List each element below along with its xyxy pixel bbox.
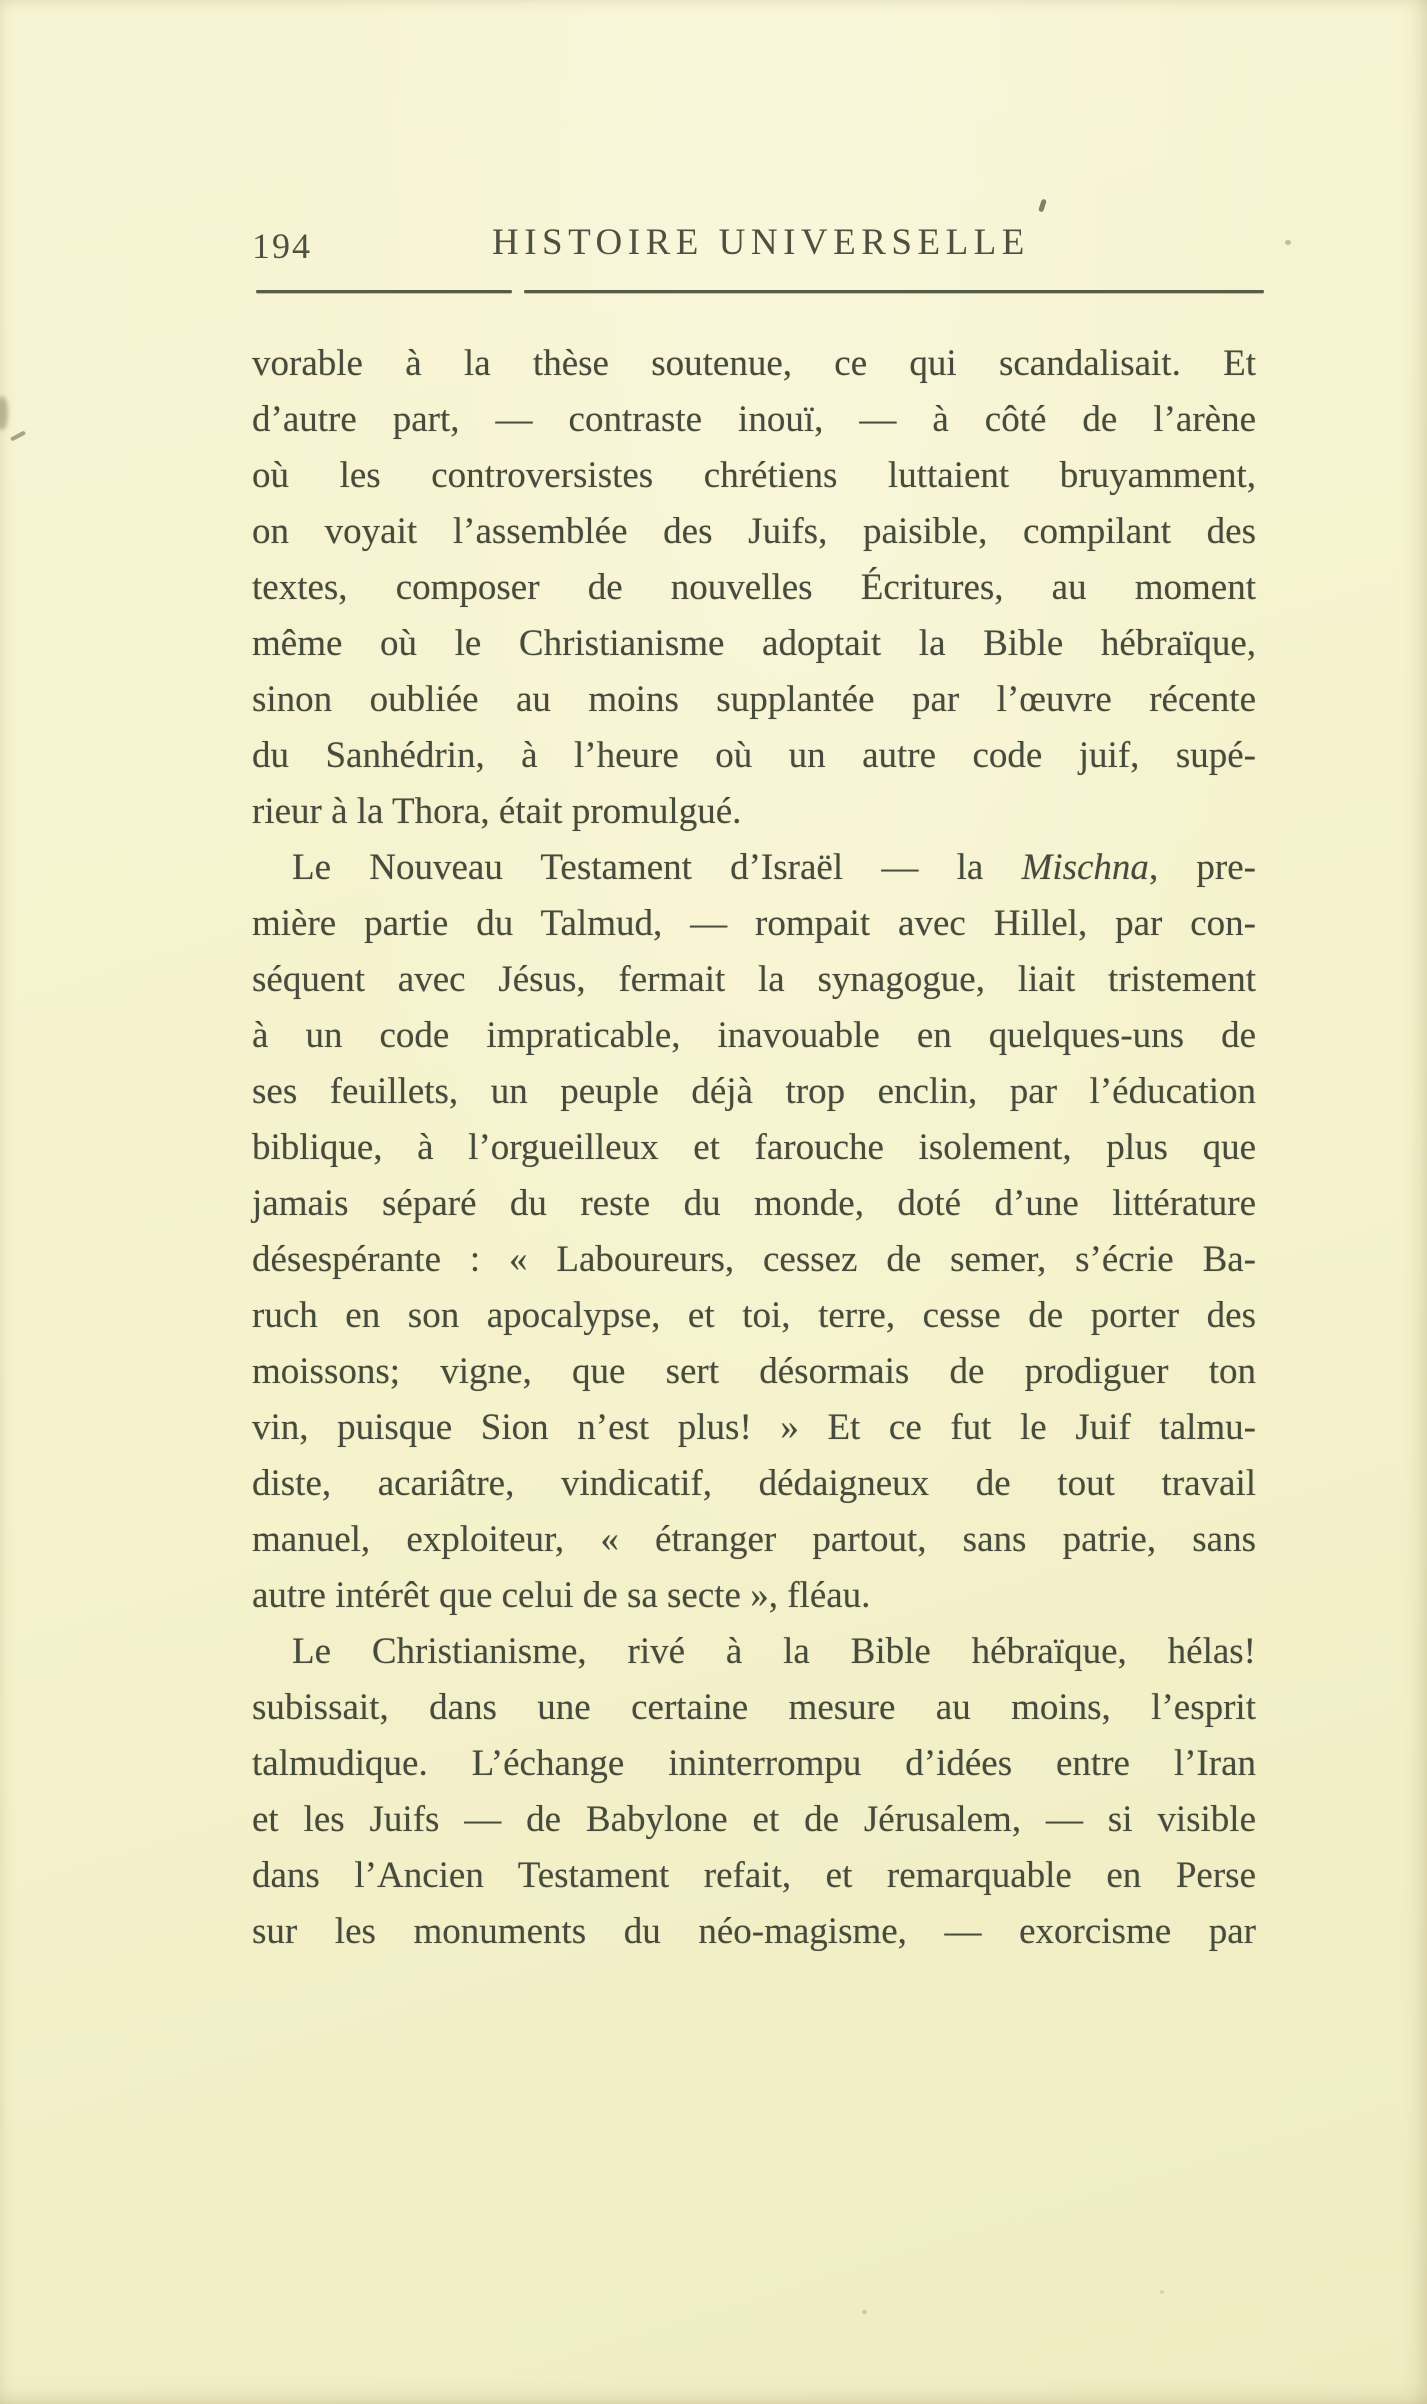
text-line: d’autre part, — contraste inouï, — à côté de l’arène bbox=[252, 399, 1256, 440]
text-segment-italic: Mischna bbox=[1021, 847, 1149, 888]
header-rule-left-segment bbox=[256, 290, 512, 293]
text-line: diste, acariâtre, vindicatif, dédaigneux de tout travail bbox=[252, 1463, 1256, 1504]
running-title: HISTOIRE UNIVERSELLE bbox=[492, 222, 1030, 263]
text-line: vin, puisque Sion n’est plus! » Et ce fut le Juif talmu- bbox=[252, 1407, 1256, 1448]
scan-artifact-dash bbox=[10, 430, 26, 441]
text-line: ses feuillets, un peuple déjà trop enclin, par l’éducation bbox=[252, 1071, 1256, 1112]
text-line: on voyait l’assemblée des Juifs, paisible, compilant des bbox=[252, 511, 1256, 552]
header-rule-right-segment bbox=[524, 290, 1264, 293]
scan-artifact-dot bbox=[1160, 2290, 1164, 2294]
text-line: subissait, dans une certaine mesure au moins, l’esprit bbox=[252, 1687, 1256, 1728]
scan-artifact-smudge bbox=[0, 396, 8, 430]
text-line: rieur à la Thora, était promulgué. bbox=[252, 791, 742, 832]
text-line: dans l’Ancien Testament refait, et remarquable en Perse bbox=[252, 1855, 1256, 1896]
text-line: talmudique. L’échange ininterrompu d’idées entre l’Iran bbox=[252, 1743, 1256, 1784]
text-line: mière partie du Talmud, — rompait avec Hillel, par con- bbox=[252, 903, 1256, 944]
text-line: Le Christianisme, rivé à la Bible hébraïque, hélas! bbox=[292, 1631, 1256, 1672]
scan-artifact-dot bbox=[1285, 240, 1291, 245]
text-line: à un code impraticable, inavouable en quelques-uns de bbox=[252, 1015, 1256, 1056]
text-line: autre intérêt que celui de sa secte », fléau. bbox=[252, 1575, 871, 1616]
text-line: sinon oubliée au moins supplantée par l’œuvre récente bbox=[252, 679, 1256, 720]
text-line: du Sanhédrin, à l’heure où un autre code juif, supé- bbox=[252, 735, 1256, 776]
scan-artifact-tick bbox=[1038, 199, 1047, 213]
text-line: ruch en son apocalypse, et toi, terre, cesse de porter des bbox=[252, 1295, 1256, 1336]
text-segment: , pre- bbox=[1148, 847, 1256, 888]
text-line: manuel, exploiteur, « étranger partout, sans patrie, sans bbox=[252, 1519, 1256, 1560]
text-segment: Le Nouveau Testament d’Israël — la bbox=[292, 847, 1022, 888]
text-line: moissons; vigne, que sert désormais de prodiguer ton bbox=[252, 1351, 1256, 1392]
text-line: textes, composer de nouvelles Écritures, au moment bbox=[252, 567, 1256, 608]
text-line: et les Juifs — de Babylone et de Jérusalem, — si visible bbox=[252, 1799, 1256, 1840]
text-line: où les controversistes chrétiens luttaient bruyamment, bbox=[252, 455, 1256, 496]
text-line: vorable à la thèse soutenue, ce qui scandalisait. Et bbox=[252, 343, 1256, 384]
text-line: jamais séparé du reste du monde, doté d’une littérature bbox=[252, 1183, 1256, 1224]
text-line: désespérante : « Laboureurs, cessez de semer, s’écrie Ba- bbox=[252, 1239, 1256, 1280]
page-number: 194 bbox=[252, 226, 312, 266]
text-line: séquent avec Jésus, fermait la synagogue, liait tristement bbox=[252, 959, 1256, 1000]
scan-artifact-dot bbox=[862, 2310, 867, 2314]
text-line: même où le Christianisme adoptait la Bible hébraïque, bbox=[252, 623, 1256, 664]
text-line: biblique, à l’orgueilleux et farouche isolement, plus que bbox=[252, 1127, 1256, 1168]
page-text bbox=[252, 336, 1256, 1960]
text-line bbox=[252, 840, 1256, 896]
text-line: sur les monuments du néo-magisme, — exorcisme par bbox=[252, 1911, 1256, 1952]
